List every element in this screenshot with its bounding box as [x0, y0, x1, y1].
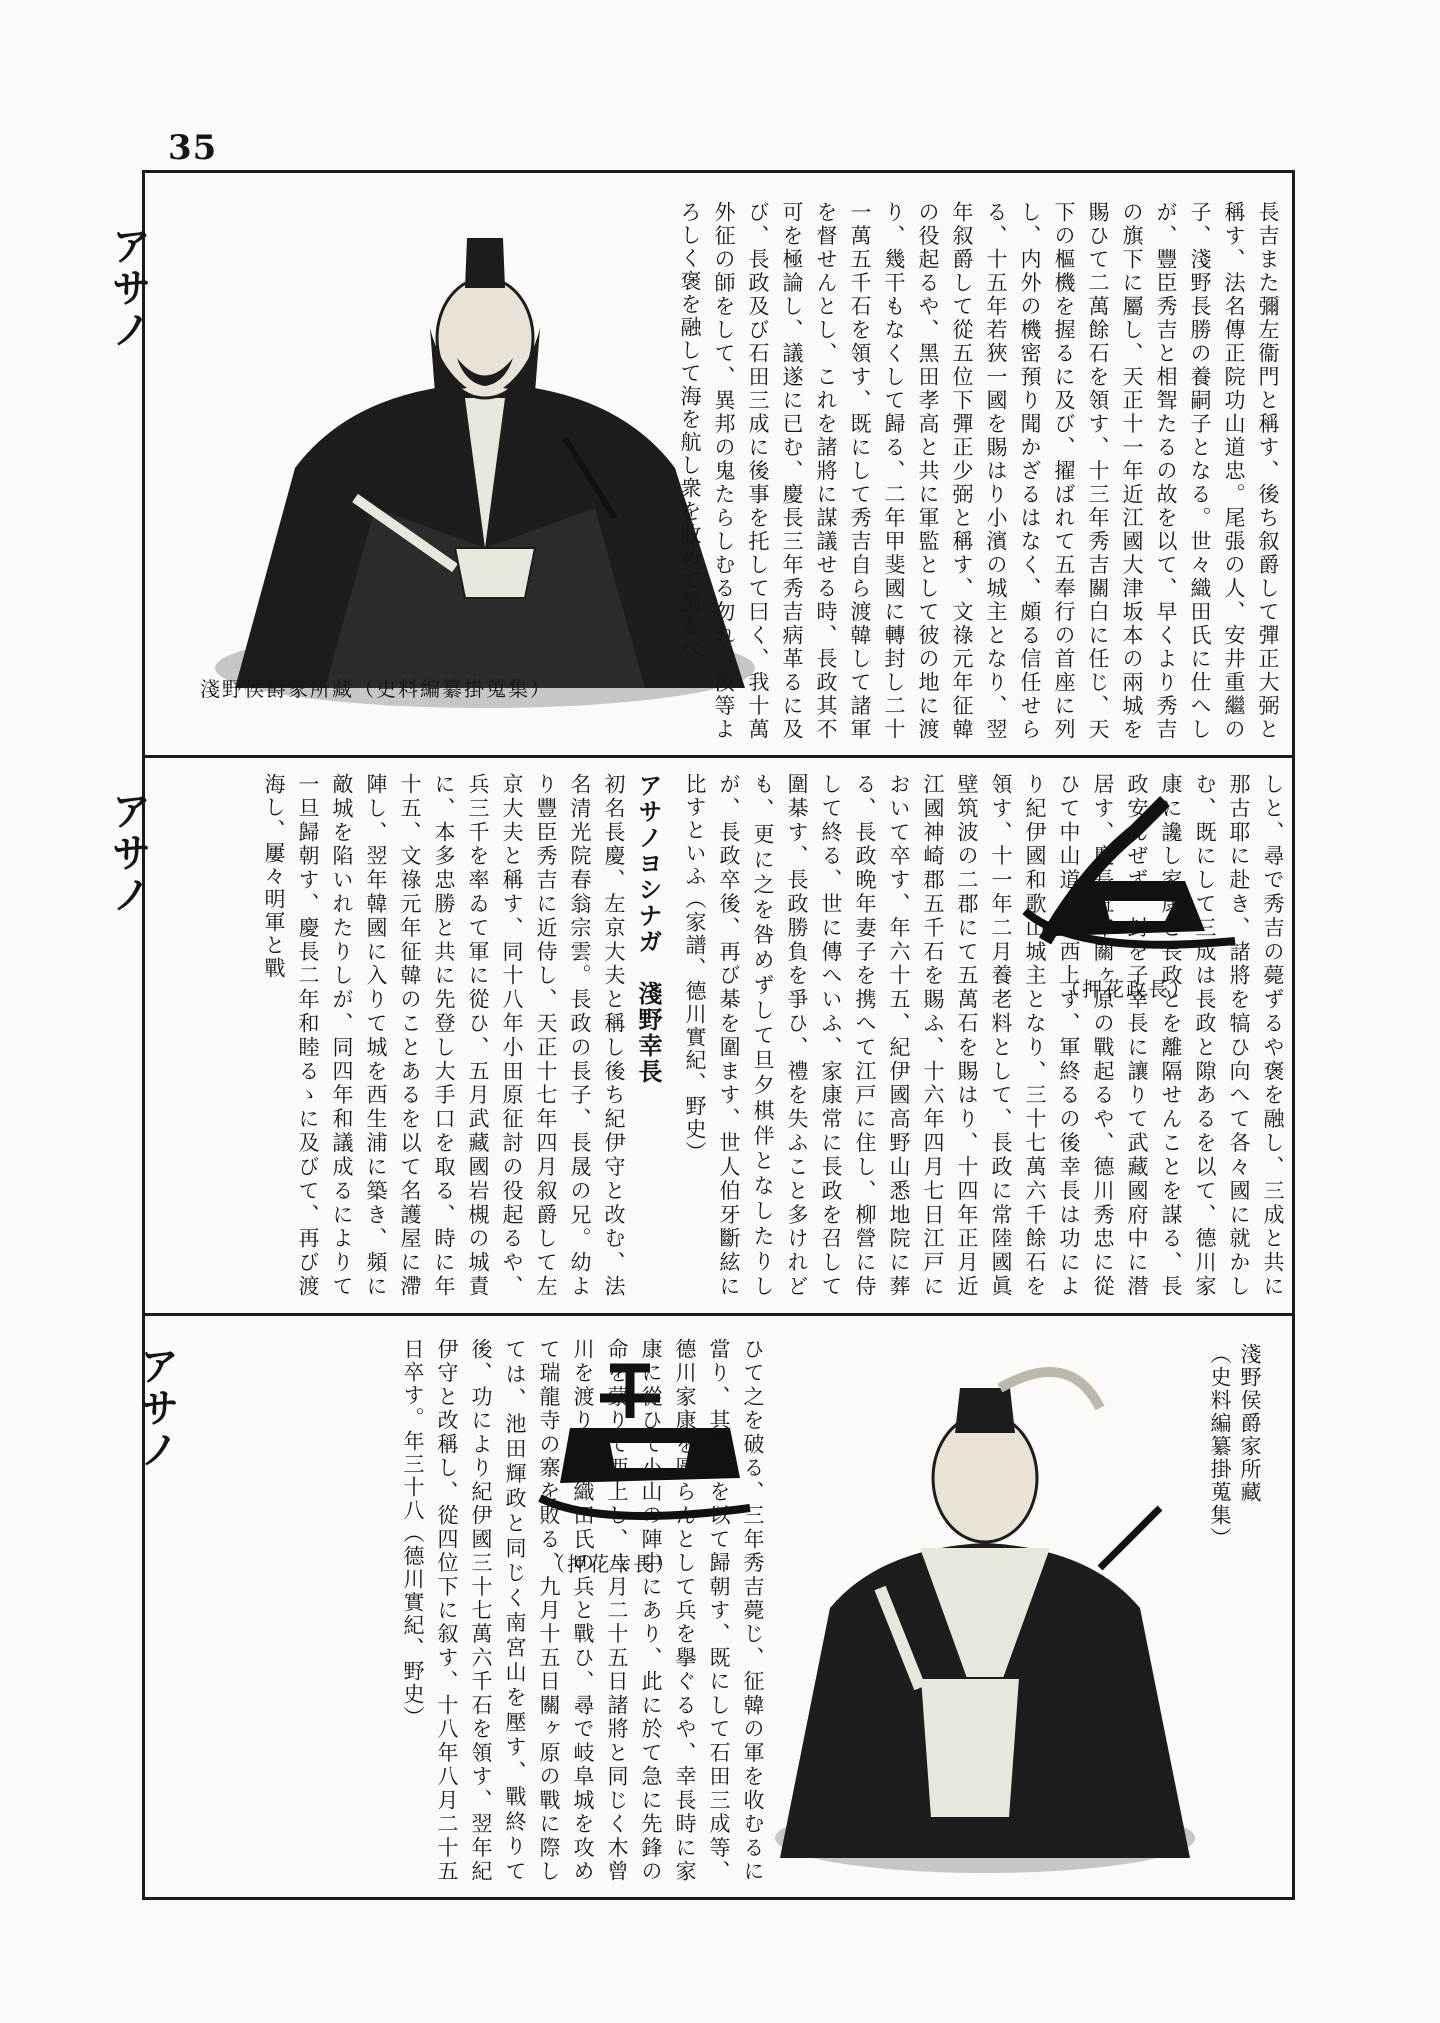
side-label-3: アサノ: [133, 1345, 179, 1471]
side-label-1: アサノ: [105, 225, 151, 351]
yoshinaga-portrait-caption: [1205, 1343, 1265, 1673]
section2-body-a: しと、尋で秀吉の薨ずるや褒を融し、三成と共に那古耶に赴き、諸將を犒ひ向へて各々國に就かしむ、既にして三成は長政と隙あるを以て、德川家康に讒し家康と長政とを離隔せんことを謀る、長政安んぜず、封を子幸長に讓りて武藏國府中に潜居す、慶長五年關ヶ原の戰起るや、德川秀忠に從ひて中山道より西上す、軍終るの後幸長は功により紀伊國和歌山城主となり、三十七萬六千餘石を領す、十一年二月養老料として、長政に常陸國眞壁筑波の二郡にて五萬石を賜はり、十四年正月近江國神崎郡五千石を賜ふ、十六年四月七日江戸において卒す、年六十五、紀伊國高野山悉地院に葬る、長政晩年妻子を携へて江戸に住し、柳營に侍して終る、世に傳へいふ、家康常に長政を召して圍棊す、長政勝負を爭ひ、禮を失ふこと多けれども、更に之を咎めずして旦夕棋伴となしたりしが、長政卒後、再び棊を圍ます、世人伯牙斷絃に比すといふ（家譜、德川實紀、野史）: [683, 773, 1285, 1298]
kao-seal-caption: （押花政長）: [1060, 977, 1192, 1001]
section2-body-b: [165, 773, 665, 1298]
section-divider: [145, 1313, 1292, 1316]
page-frame: [142, 170, 1295, 1900]
section1-body: 長吉また彌左衞門と稱す、後ち叙爵して彈正大弼と稱す、法名傳正院功山道忠。尾張の人、安井重繼の子、淺野長勝の養嗣子となる。世々織田氏に仕へしが、豐臣秀吉と相聟たるの故を以て、早くより秀吉の旗下に屬し、天正十一年近江國大津坂本の兩城を賜ひて二萬餘石を領す、十三年秀吉關白に任じ、天下の樞機を握るに及び、擢ばれて五奉行の首座に列し、内外の機密預り聞かざるはなく、頗る信任せらる、十五年若狹一國を賜はり小濱の城主となり、翌年叙爵して從五位下彈正少弼と稱す、文祿元年征韓の役起るや、黑田孝高と共に軍監として彼の地に渡り、幾干もなくして歸る、二年甲斐國に轉封し二十一萬五千石を領す、既にして秀吉自ら渡韓して諸軍を督せんとし、これを諸將に謀議せる時、長政其不可を極論し、議遂に已む、慶長三年秀吉病革るに及び、長政及び石田三成に後事を托して曰く、我十萬外征の師をして、異邦の鬼たらしむる勿れ、汝等よろしく褒を融して海を航し衆を收めて歸るべ: [678, 201, 1280, 741]
section-divider: [145, 755, 1292, 758]
page-number: 35: [168, 128, 218, 168]
yoshinaga-body: 初名長慶、左京大夫と稱し後ち紀伊守と改む、法名清光院春翁宗雲。長政の長子、長晟の兄。幼より豐臣秀吉に近侍し、天正十七年四月叙爵して左京大夫と稱す、同十八年小田原征討の役起るや、兵三千を率ゐて軍に從ひ、五月武藏國岩槻の城責に、本多忠勝と共に先登し大手口を取る、時に年十五、文祿元年征韓のことあるを以て名護屋に滯陣し、翌年韓國に入りて城を西生浦に築き、頻に敵城を陷いれたりしが、同四年和議成るによりて一旦歸朝す、慶長二年和睦るゝに及びて、再び渡海し、屢々明軍と戰: [262, 773, 626, 1298]
yoshinaga-heading: アサノヨシナガ 淺野幸長: [634, 773, 662, 1085]
yoshinaga-portrait-caption-line2: （史料編纂掛蒐集）: [1208, 1343, 1232, 1550]
side-label-2: アサノ: [105, 790, 151, 916]
portrait-caption: 淺野侯爵家所藏（史料編纂掛蒐集）: [200, 677, 552, 701]
yoshinaga-portrait: [770, 1348, 1200, 1878]
yoshinaga-portrait-caption-line1: 淺野侯爵家所藏: [1238, 1343, 1262, 1504]
section3-body-a: ひて之を破る、三年秀吉薨じ、征韓の軍を收むるに當り、其十月を以て歸朝す、既にして石田三成等、德川家康を圖らんとして兵を擧ぐるや、幸長時に家康に從ひて小山の陣中にあり、此に於て急に先鋒の命を蒙りて西上し、八月二十五日諸將と同じく木曾川を渡りて、織田氏の兵と戰ひ、尋で岐阜城を攻めて瑞龍寺の寨を敗る、九月十五日關ヶ原の戰に際しては、池田輝政と同じく南宮山を壓す、戰終りて後、功により紀伊國三十七萬六千石を領す、翌年紀伊守と改稱し、從四位下に叙す、十八年八月二十五日卒す。年三十八（德川實紀、野史）: [401, 1338, 765, 1883]
yoshinaga-kao-caption: （押花幸長）: [545, 1552, 677, 1576]
